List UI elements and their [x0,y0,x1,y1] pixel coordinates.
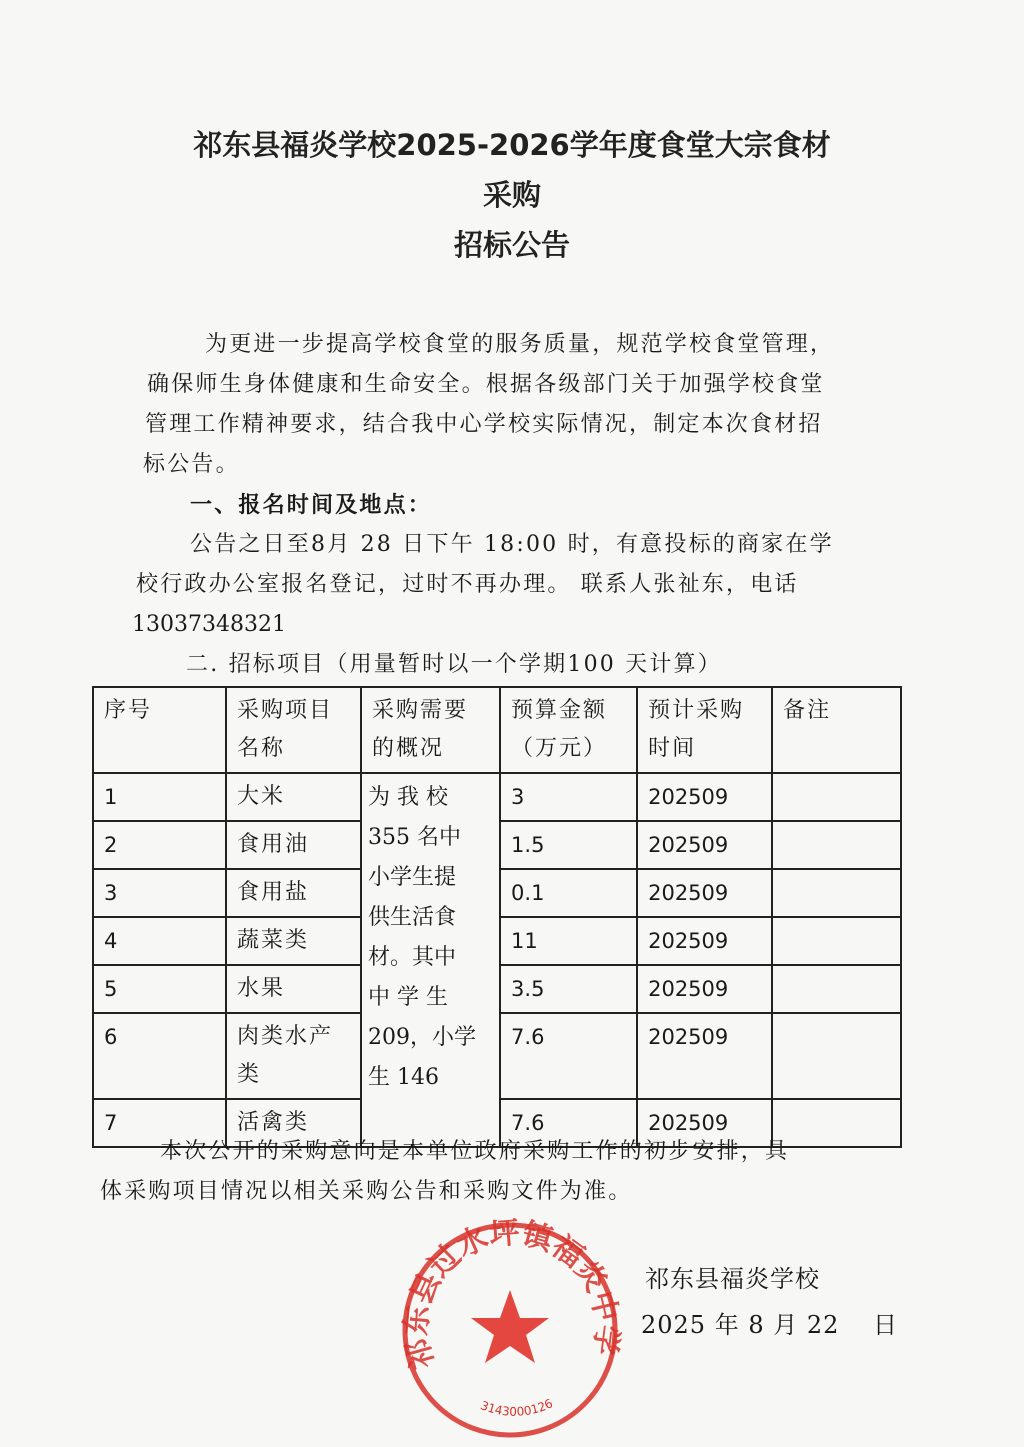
description-line: 小学生提 [367,865,456,890]
header-cell: 备注 [772,687,901,773]
note-cell [772,773,901,821]
description-line: 中 学 生 [367,985,448,1010]
section1-line: 校行政办公室报名登记，过时不再办理。 联系人张祉东，电话 [136,572,799,597]
budget-cell: 3 [500,773,637,821]
description-line: 生 146 [367,1065,439,1090]
purchase-time-cell: 202509 [637,821,772,869]
row-number-cell: 7 [93,1099,226,1147]
item-name-cell: 食用油 [226,821,361,869]
budget-cell: 7.6 [500,1099,637,1147]
header-cell: 序号 [93,687,226,773]
purchase-time-cell: 202509 [637,917,772,965]
purchase-time-cell: 202509 [637,773,772,821]
intro-line: 为更进一步提高学校食堂的服务质量，规范学校食堂管理， [205,332,835,357]
doc-title-line1: 祁东县福炎学校2025-2026学年度食堂大宗食材 [193,128,831,162]
svg-text:3143000126: 3143000126 [478,1396,555,1419]
description-line: 材。其中 [367,945,456,970]
budget-cell: 0.1 [500,869,637,917]
note-cell [772,917,901,965]
row-number-cell: 6 [93,1013,226,1099]
doc-title-line3: 招标公告 [453,228,570,262]
row-number-cell: 3 [93,869,226,917]
signature-org: 祁东县福炎学校 [645,1265,820,1293]
header-cell: 预算金额 （万元） [500,687,637,773]
budget-cell: 7.6 [500,1013,637,1099]
item-name-cell: 蔬菜类 [226,917,361,965]
section1-heading: 一、报名时间及地点： [190,492,433,518]
purchase-time-cell: 202509 [637,965,772,1013]
signature-date: 2025 年 8 月 22 日 [641,1311,899,1339]
header-cell: 采购需要 的概况 [361,687,500,773]
row-number-cell: 2 [93,821,226,869]
item-name-cell: 水果 [226,965,361,1013]
phone-number: 13037348321 [132,612,286,637]
budget-cell: 1.5 [500,821,637,869]
row-number-cell: 4 [93,917,226,965]
budget-cell: 11 [500,917,637,965]
header-cell: 采购项目 名称 [226,687,361,773]
doc-title-line2: 采购 [482,178,541,212]
table-row [93,773,901,821]
item-name-cell: 大米 [226,773,361,821]
description-line: 供生活食 [367,905,456,930]
bid-items-table [92,686,902,1148]
row-number-cell: 5 [93,965,226,1013]
row-number-cell: 1 [93,773,226,821]
intro-line: 标公告。 [143,452,240,477]
note-cell [772,965,901,1013]
description-line: 209，小学 [367,1025,476,1050]
svg-text:祁东县过水坪镇福炎中学: 祁东县过水坪镇福炎中学 [398,1215,625,1373]
item-name-cell: 食用盐 [226,869,361,917]
note-cell [772,821,901,869]
purchase-time-cell: 202509 [637,1013,772,1099]
table-header-row [93,687,901,773]
section2-heading: 二. 招标项目（用量暂时以一个学期100 天计算） [186,652,722,677]
intro-line: 管理工作精神要求，结合我中心学校实际情况，制定本次食材招 [145,412,823,437]
closing-line: 本次公开的采购意向是本单位政府采购工作的初步安排，具 [160,1139,790,1164]
header-cell: 预计采购 时间 [637,687,772,773]
note-cell [772,1099,901,1147]
intro-line: 确保师生身体健康和生命安全。根据各级部门关于加强学校食堂 [147,372,825,397]
description-line: 355 名中 [367,825,461,850]
closing-line: 体采购项目情况以相关采购公告和采购文件为准。 [100,1179,633,1204]
purchase-time-cell: 202509 [637,1099,772,1147]
note-cell [772,869,901,917]
description-cell [361,773,500,1147]
description-line: 为 我 校 [367,785,448,810]
item-name-cell: 活禽类 [226,1099,361,1147]
section1-line: 公告之日至8月 28 日下午 18:00 时，有意投标的商家在学 [190,532,834,557]
budget-cell: 3.5 [500,965,637,1013]
purchase-time-cell: 202509 [637,869,772,917]
item-name-cell: 肉类水产类 [226,1013,361,1099]
note-cell [772,1013,901,1099]
official-seal [395,1215,625,1445]
